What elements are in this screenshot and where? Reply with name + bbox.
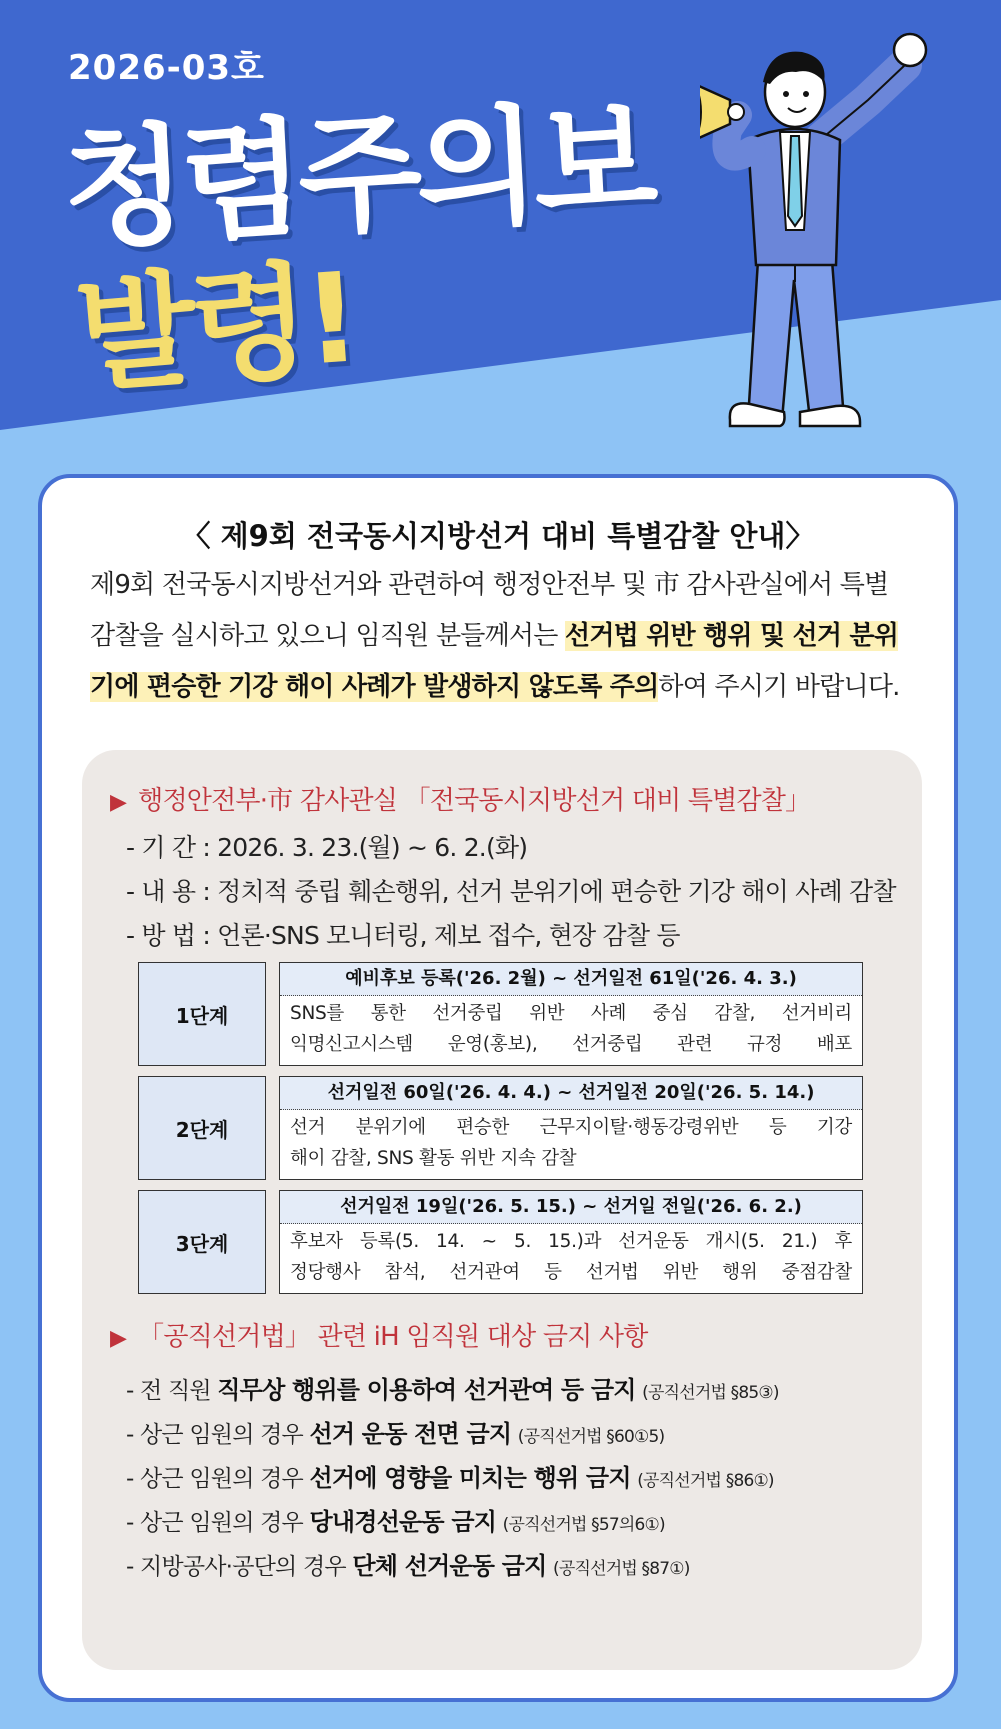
notice-card bbox=[38, 474, 958, 1702]
audit-content-row: - 내 용 : 정치적 중립 훼손행위, 선거 분위기에 편승한 기강 해이 사례 감찰 bbox=[126, 877, 896, 906]
stage-period: 선거일전 60일('26. 4. 4.) ~ 선거일전 20일('26. 5. 14.) bbox=[280, 1077, 862, 1110]
intro-text-end: 하여 주시기 바랍니다. bbox=[658, 672, 900, 702]
prohibition-prefix: - 지방공사·공단의 경우 bbox=[126, 1554, 353, 1580]
law-reference: (공직선거법 §60①5) bbox=[517, 1427, 665, 1447]
stage-period: 예비후보 등록('26. 2월) ~ 선거일전 61일('26. 4. 3.) bbox=[280, 963, 862, 996]
prohibition-item bbox=[126, 1502, 665, 1537]
prohibition-prefix: - 상근 임원의 경우 bbox=[126, 1510, 310, 1536]
headline-title: 청렴주의보 bbox=[59, 86, 655, 266]
triangle-right-icon: ▶ bbox=[110, 1326, 127, 1351]
audit-section-heading bbox=[110, 780, 810, 817]
audit-method-row: - 방 법 : 언론·SNS 모니터링, 제보 접수, 현장 감찰 등 bbox=[126, 921, 680, 950]
law-reference: (공직선거법 §85③) bbox=[642, 1383, 779, 1403]
stage-description bbox=[280, 996, 862, 1060]
stage-desc-line: 후보자 등록(5. 14. ~ 5. 15.)과 선거운동 개시(5. 21.) 후 bbox=[290, 1231, 852, 1252]
stage-detail bbox=[279, 1190, 863, 1294]
stage-description bbox=[280, 1110, 862, 1174]
headline-subtitle: 발령! bbox=[71, 246, 360, 410]
stage-description bbox=[280, 1224, 862, 1288]
issue-number: 2026-03호 bbox=[68, 48, 265, 88]
audit-period-row: - 기 간 : 2026. 3. 23.(월) ~ 6. 2.(화) bbox=[126, 833, 528, 862]
prohibition-rule: 선거 운동 전면 금지 bbox=[309, 1420, 512, 1448]
law-reference: (공직선거법 §57의6①) bbox=[502, 1515, 665, 1535]
notice-intro bbox=[90, 560, 910, 713]
stage-label: 2단계 bbox=[138, 1076, 266, 1180]
stage-desc-line: 해이 감찰, SNS 활동 위반 지속 감찰 bbox=[290, 1148, 577, 1169]
prohibition-section-heading bbox=[110, 1316, 648, 1353]
stage-desc-line: SNS를 통한 선거중립 위반 사례 중심 감찰, 선거비리 bbox=[290, 1003, 852, 1024]
prohibition-rule: 단체 선거운동 금지 bbox=[352, 1552, 547, 1580]
prohibition-prefix: - 상근 임원의 경우 bbox=[126, 1466, 310, 1492]
prohibition-rule: 선거에 영향을 미치는 행위 금지 bbox=[309, 1464, 631, 1492]
prohibition-rule: 직무상 행위를 이용하여 선거관여 등 금지 bbox=[217, 1376, 636, 1404]
stage-detail bbox=[279, 1076, 863, 1180]
prohibition-prefix: - 상근 임원의 경우 bbox=[126, 1422, 310, 1448]
prohibition-heading-text: 「공직선거법」 관련 iH 임직원 대상 금지 사항 bbox=[138, 1322, 648, 1352]
prohibition-item bbox=[126, 1370, 779, 1405]
law-reference: (공직선거법 §87①) bbox=[553, 1559, 690, 1579]
prohibition-prefix: - 전 직원 bbox=[126, 1378, 218, 1404]
stage-label: 1단계 bbox=[138, 962, 266, 1066]
prohibition-item bbox=[126, 1458, 774, 1493]
notice-title: 〈 제9회 전국동시지방선거 대비 특별감찰 안내〉 bbox=[181, 519, 815, 553]
intro-text: 제9회 전국동시지방선거와 관련하여 행정안전부 및 市 감사관실에서 특별감찰을 실시하고 있으니 임직원 분들께서는 bbox=[90, 570, 889, 651]
prohibition-item bbox=[126, 1546, 690, 1581]
stage-label: 3단계 bbox=[138, 1190, 266, 1294]
stage-desc-line: 익명신고시스템 운영(홍보), 선거중립 관련 규정 배포 bbox=[290, 1034, 852, 1055]
triangle-right-icon: ▶ bbox=[110, 790, 127, 815]
stage-period: 선거일전 19일('26. 5. 15.) ~ 선거일 전일('26. 6. 2.) bbox=[280, 1191, 862, 1224]
prohibition-item bbox=[126, 1414, 664, 1449]
details-panel bbox=[82, 750, 922, 1670]
law-reference: (공직선거법 §86①) bbox=[637, 1471, 774, 1491]
prohibition-rule: 당내경선운동 금지 bbox=[309, 1508, 497, 1536]
audit-heading-text: 행정안전부·市 감사관실 「전국동시지방선거 대비 특별감찰」 bbox=[138, 786, 811, 816]
stage-desc-line: 선거 분위기에 편승한 근무지이탈·행동강령위반 등 기강 bbox=[290, 1117, 852, 1138]
stage-desc-line: 정당행사 참석, 선거관여 등 선거법 위반 행위 중점감찰 bbox=[290, 1262, 852, 1283]
intro-highlight: 선거법 위반 행위 및 선거 분위기에 편승한 기강 해이 사례가 발생하지 않도록 주의 bbox=[90, 621, 899, 702]
megaphone-man-illustration bbox=[700, 20, 940, 452]
stage-detail bbox=[279, 962, 863, 1066]
